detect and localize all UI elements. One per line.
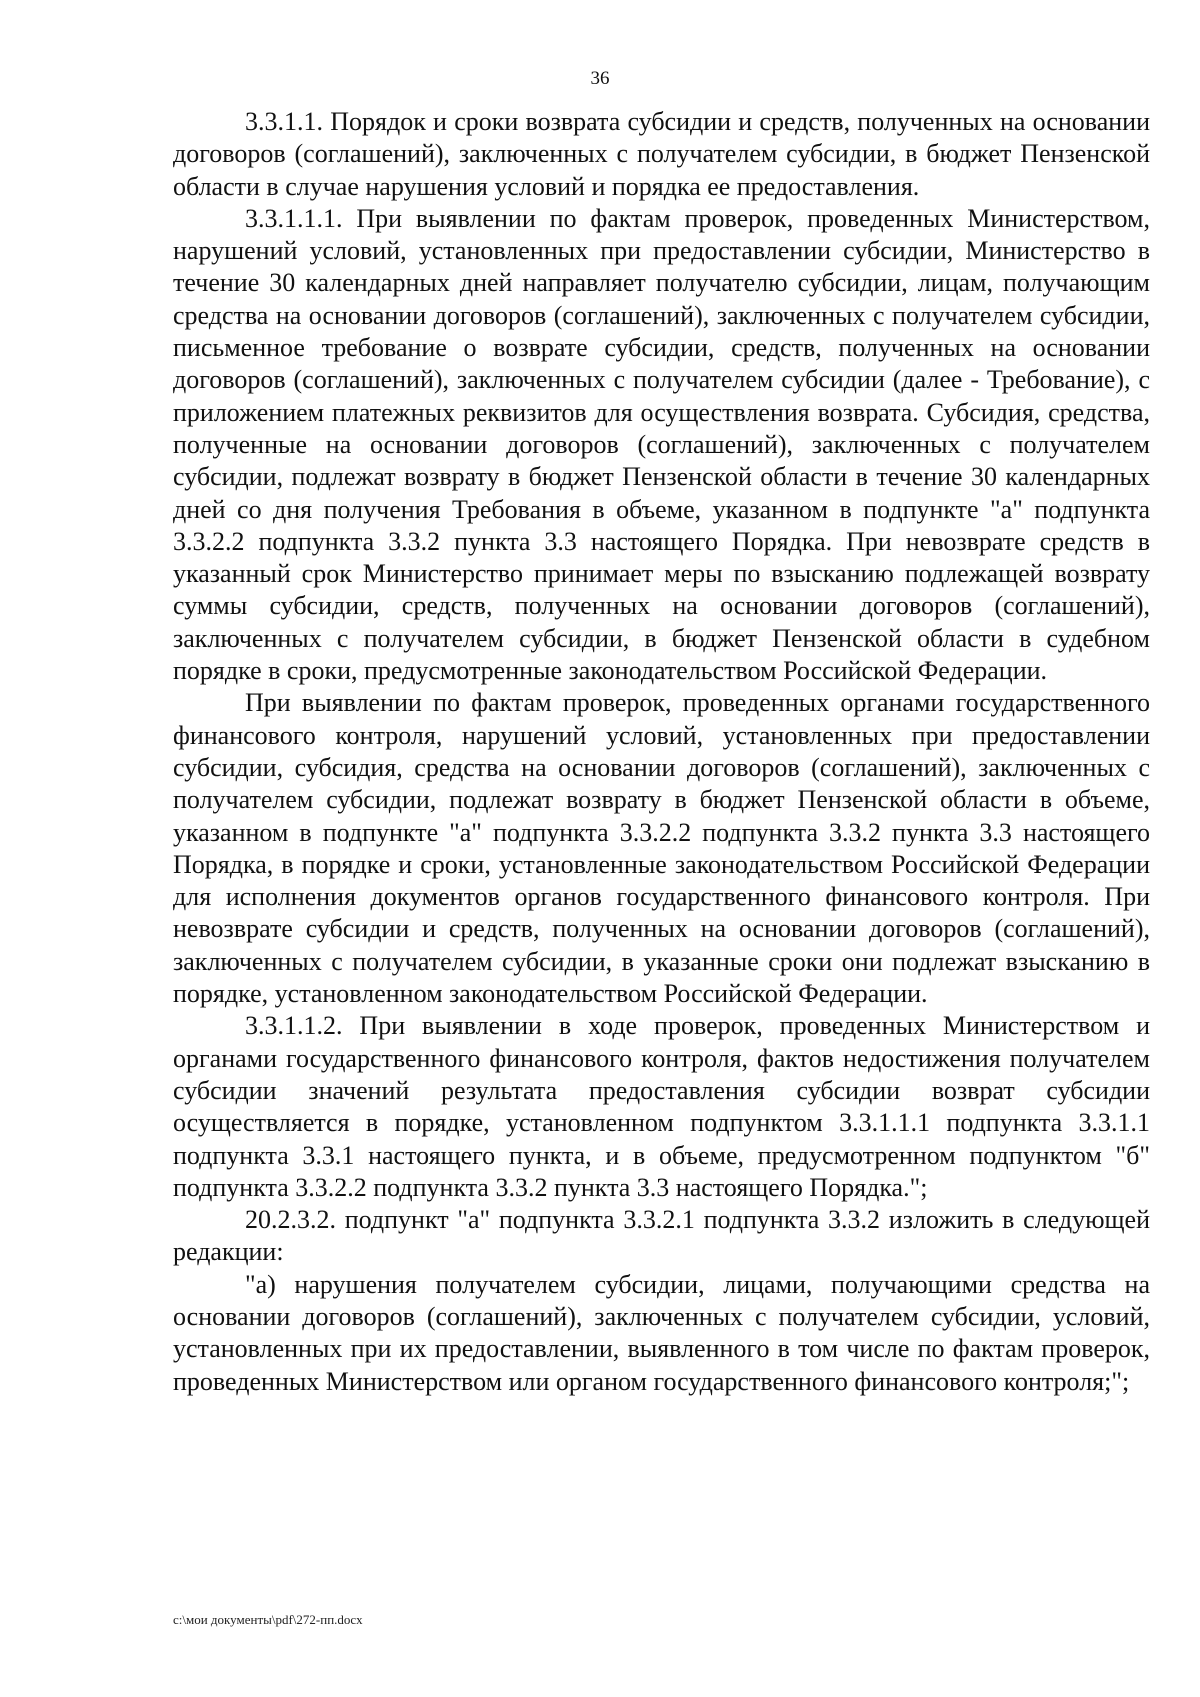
footer-file-path: c:\мои документы\pdf\272-пп.docx [173, 1612, 363, 1627]
paragraph-20-2-3-2: 20.2.3.2. подпункт "а" подпункта 3.3.2.1 подпункта 3.3.2 изложить в следующей редакции: [173, 1205, 1150, 1267]
paragraph-3-3-1-1: 3.3.1.1. Порядок и сроки возврата субсидии и средств, полученных на основании договоров (соглашений), заключенных с получателем субсидии, в бюджет Пензенской области в случае нарушения условий и порядка ее предоставления. [173, 107, 1150, 201]
page-number: 36 [590, 68, 610, 89]
paragraph-3-3-1-1-1: 3.3.1.1.1. При выявлении по фактам проверок, проведенных Министерством, нарушений условий, установленных при предоставлении субсидии, Министерство в течение 30 календарных дней направляет получателю субсидии, лицам, получающим средства на основании договоров (соглашений), заключенных с получателем субсидии, письменное требование о возврате субсидии, средств, полученных на основании договоров (соглашений), заключенных с получателем субсидии (далее - Требование), с приложением платежных реквизитов для осуществления возврата. Субсидия, средства, полученные на основании договоров (соглашений), заключенных с получателем субсидии, подлежат возврату в бюджет Пензенской области в течение 30 календарных дней со дня получения Требования в объеме, указанном в подпункте "а" подпункта 3.3.2.2 подпункта 3.3.2 пункта 3.3 настоящего Порядка. При невозврате средств в указанный срок Министерство принимает меры по взысканию подлежащей возврату суммы субсидии, средств, полученных на основании договоров (соглашений), заключенных с получателем субсидии, в бюджет Пензенской области в судебном порядке в сроки, предусмотренные законодательством Российской Федерации. [173, 203, 1150, 686]
paragraph-subpoint-a: "а) нарушения получателем субсидии, лицами, получающими средства на основании договоров (соглашений), заключенных с получателем субсидии, условий, установленных при их предоставлении, выявленного в том числе по фактам проверок, проведенных Министерством или органом государственного финансового контроля;"; [173, 1269, 1150, 1396]
paragraph-state-financial-control: При выявлении по фактам проверок, проведенных органами государственного финансового контроля, нарушений условий, установленных при предоставлении субсидии, субсидия, средства на основании договоров (соглашений), заключенных с получателем субсидии, подлежат возврату в бюджет Пензенской области в объеме, указанном в подпункте "а" подпункта 3.3.2.2 подпункта 3.3.2 пункта 3.3 настоящего Порядка, в порядке и сроки, установленные законодательством Российской Федерации для исполнения документов органов государственного финансового контроля. При невозврате субсидии и средств, полученных на основании договоров (соглашений), заключенных с получателем субсидии, в указанные сроки они подлежат взысканию в порядке, установленном законодательством Российской Федерации. [173, 688, 1150, 1009]
document-body [173, 106, 1150, 1398]
paragraph-3-3-1-1-2: 3.3.1.1.2. При выявлении в ходе проверок, проведенных Министерством и органами государственного финансового контроля, фактов недостижения получателем субсидии значений результата предоставления субсидии возврат субсидии осуществляется в порядке, установленном подпунктом 3.3.1.1.1 подпункта 3.3.1.1 подпункта 3.3.1 настоящего пункта, и в объеме, предусмотренном подпунктом "б" подпункта 3.3.2.2 подпункта 3.3.2 пункта 3.3 настоящего Порядка."; [173, 1011, 1150, 1202]
